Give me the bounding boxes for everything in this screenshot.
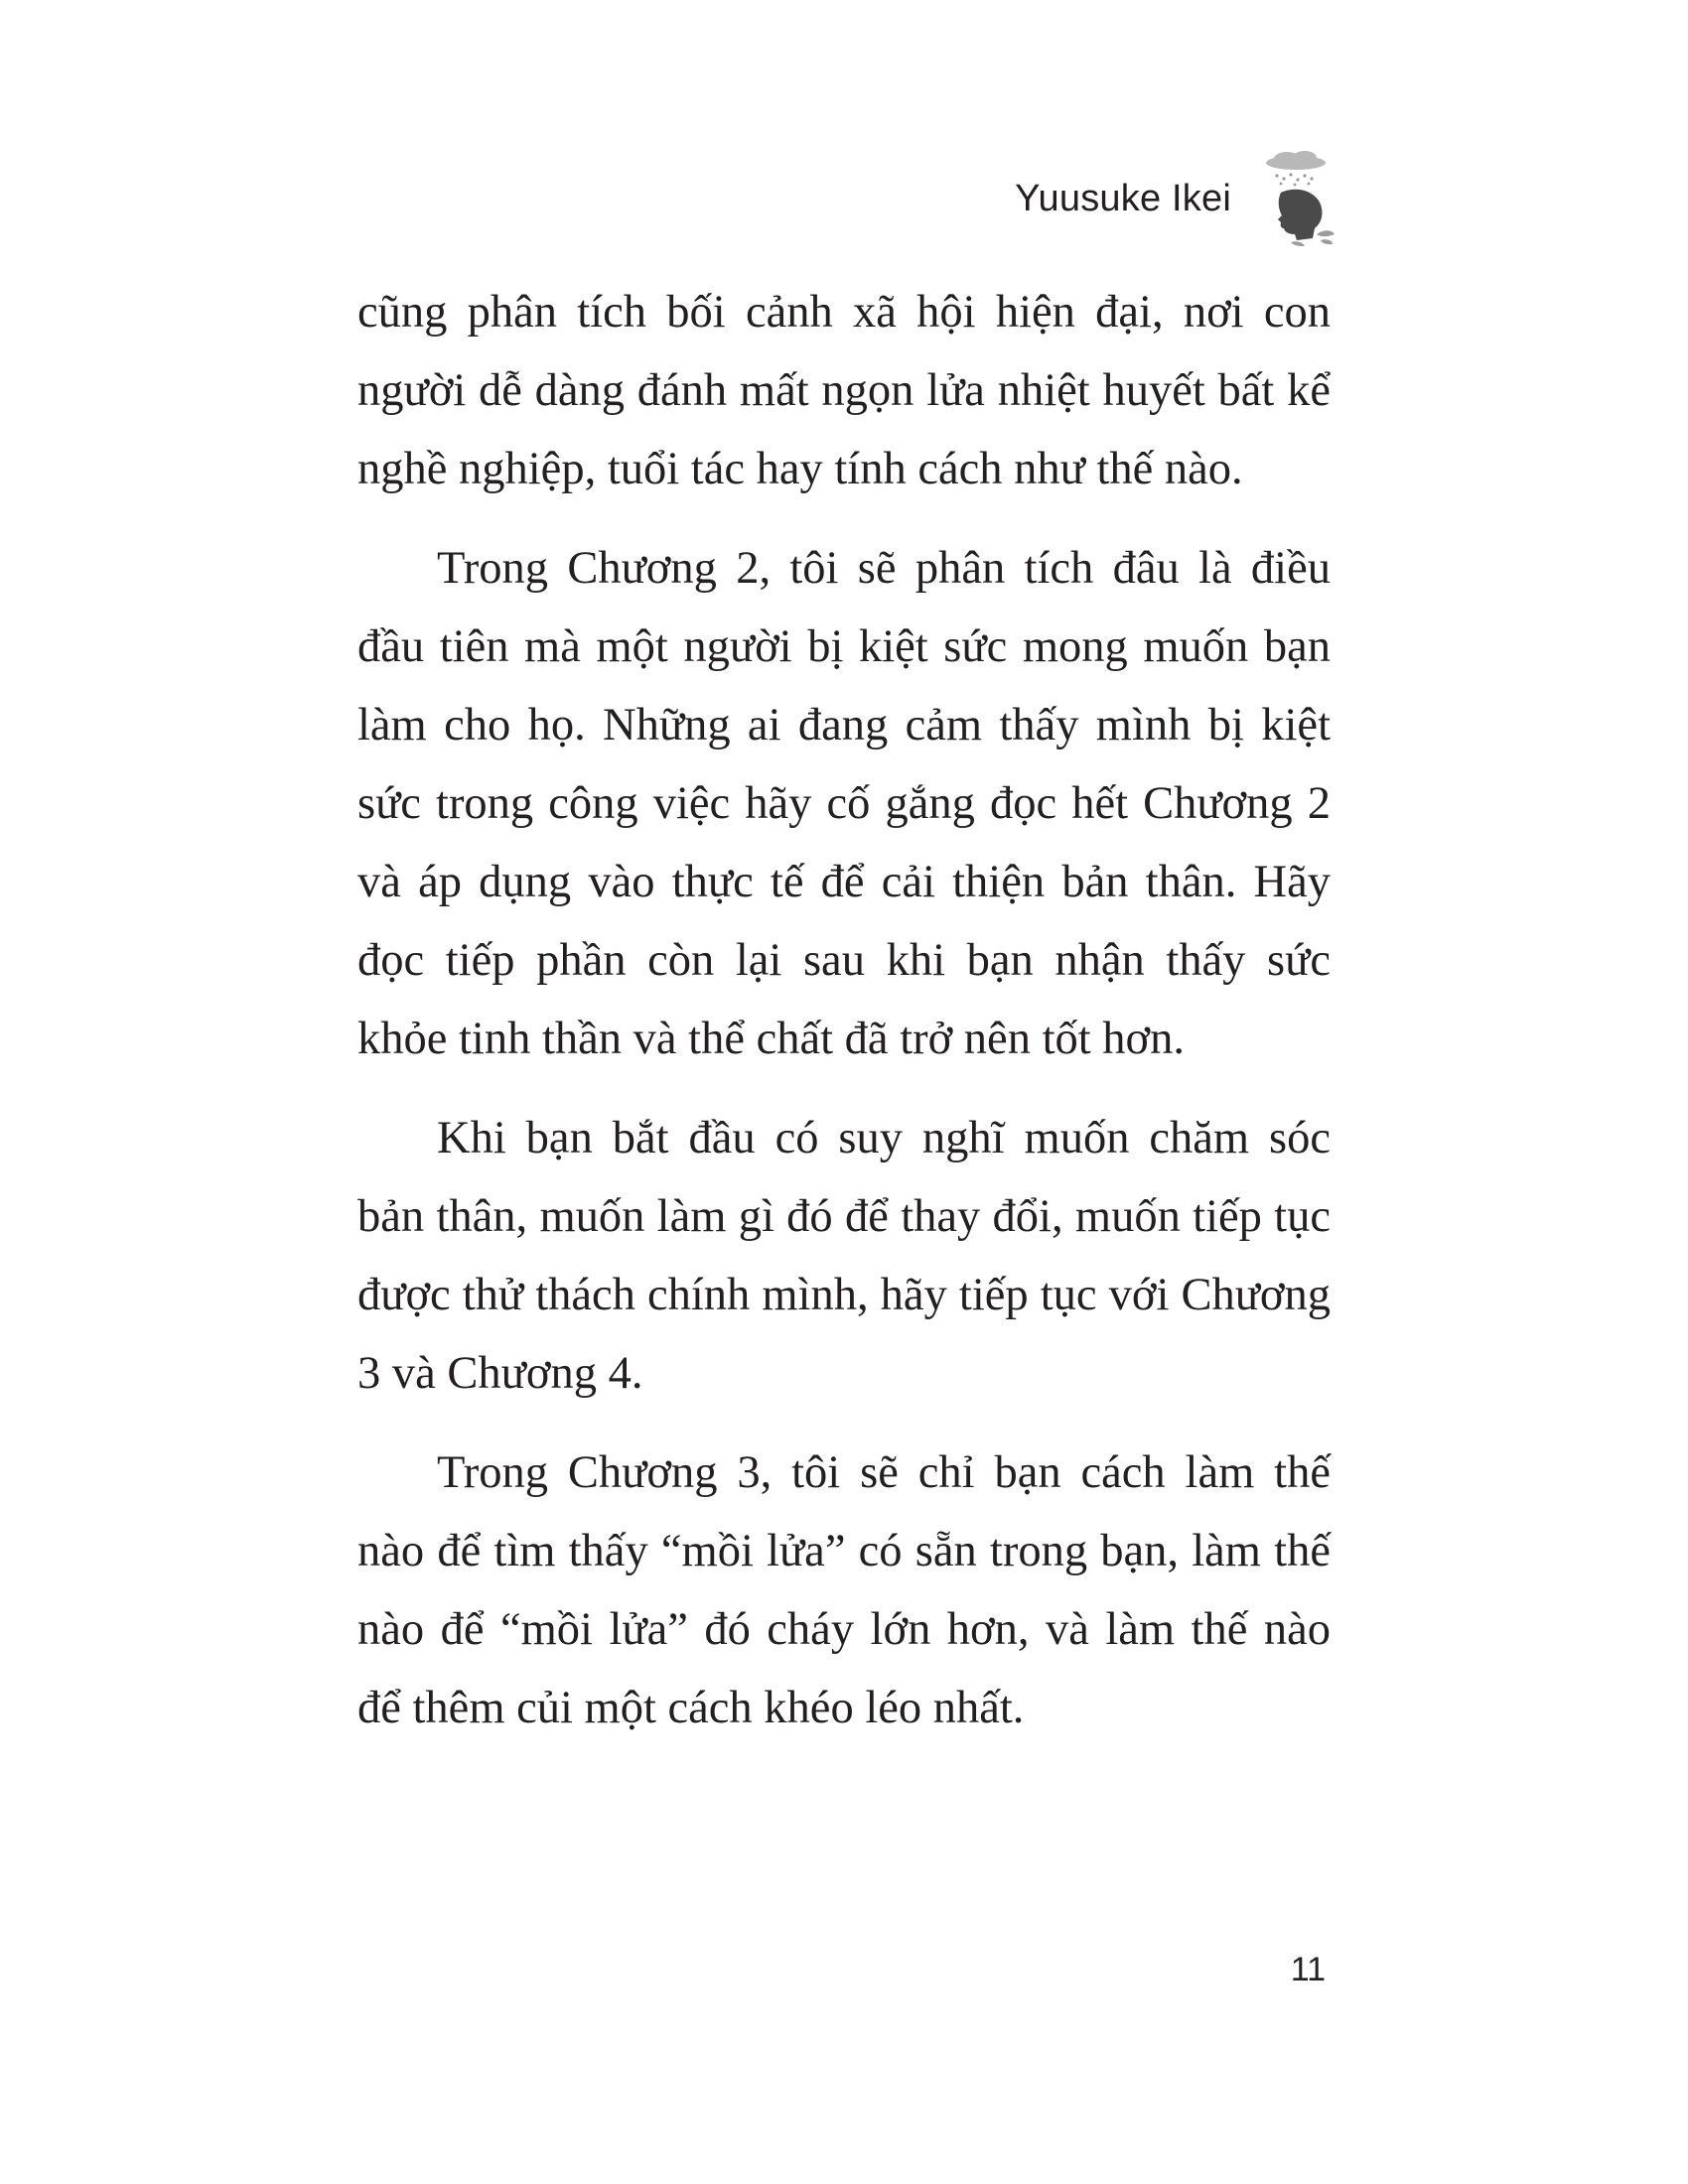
paragraph: Trong Chương 2, tôi sẽ phân tích đâu là điều đầu tiên mà một người bị kiệt sức mong muốn bạn làm cho họ. Những ai đang cảm thấy mình bị kiệt sức trong công việc hãy cố gắng đọc hết Chương 2 và áp dụng vào thực tế để cải thiện bản thân. Hãy đọc tiếp phần còn lại sau khi bạn nhận thấy sức khỏe tinh thần và thể chất đã trở nên tốt hơn. <box>357 543 1331 1064</box>
paragraph: Trong Chương 3, tôi sẽ chỉ bạn cách làm thế nào để tìm thấy “mồi lửa” có sẵn trong bạn, làm thế nào để “mồi lửa” đó cháy lớn hơn, và làm thế nào để thêm củi một cách khéo léo nhất. <box>357 1447 1331 1733</box>
body-text <box>357 273 1331 1768</box>
page-number: 11 <box>1290 1951 1326 1988</box>
header-author: Yuusuke Ikei <box>1015 177 1231 219</box>
running-header <box>1015 139 1340 258</box>
paragraph: cũng phân tích bối cảnh xã hội hiện đại, nơi con người dễ dàng đánh mất ngọn lửa nhiệt huyết bất kể nghề nghiệp, tuổi tác hay tính cách như thế nào. <box>357 287 1331 494</box>
paragraph: Khi bạn bắt đầu có suy nghĩ muốn chăm sóc bản thân, muốn làm gì đó để thay đổi, muốn tiếp tục được thử thách chính mình, hãy tiếp tục với Chương 3 và Chương 4. <box>357 1113 1331 1399</box>
head-silhouette-with-cloud-icon <box>1251 149 1340 248</box>
